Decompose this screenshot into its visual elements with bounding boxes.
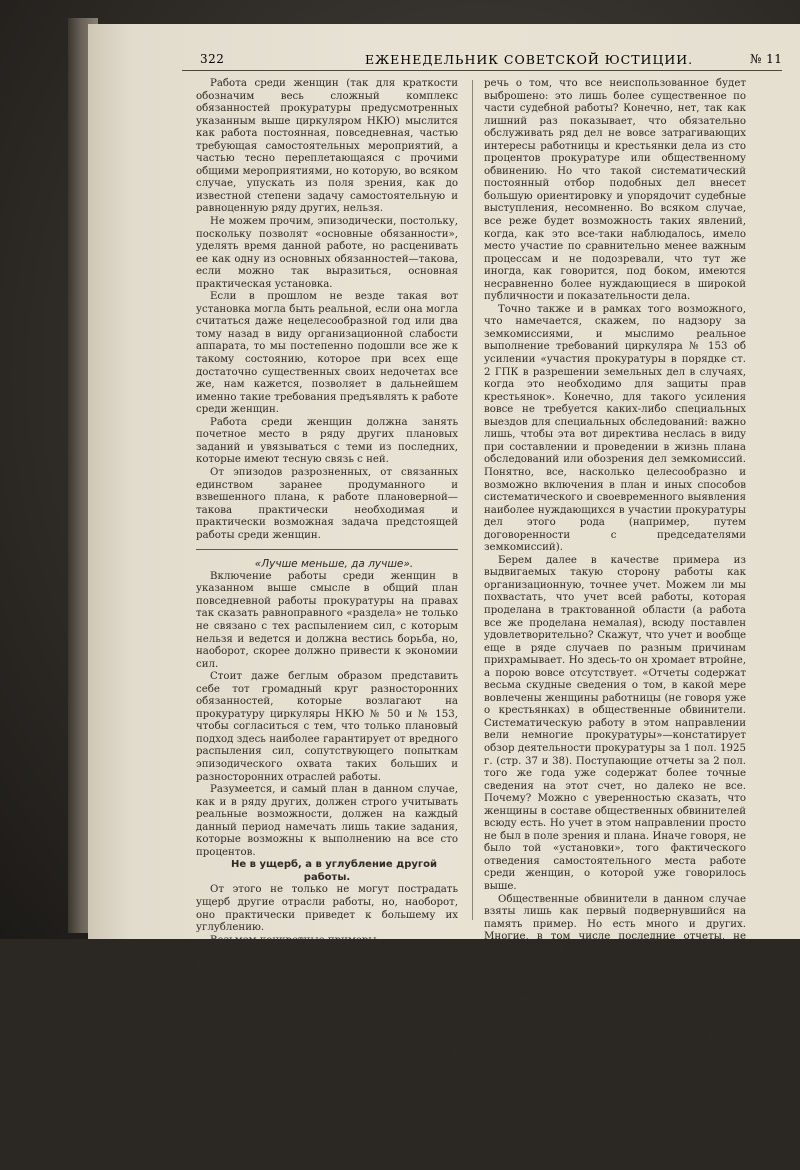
paragraph: Включение работы среди женщин в указанном выше смысле в общий план повседневной работы прокуратуры на правах так сказать равноправного «раздела» не только не связано с тех распылением сил, с которым нельзя и ведется и должна вестись борьба, но, наоборот, скорее должно привести к экономии сил. [196, 570, 458, 670]
column-divider [472, 80, 473, 920]
section-divider [196, 549, 458, 550]
paragraph: От эпизодов разрозненных, от связанных единством заранее продуманного и взвешенного плана, к работе плановерной—такова практически необходимая и практически возможная задача предстоящей работы среди женщин. [196, 466, 458, 541]
paragraph: Стоит даже беглым образом представить себе тот громадный круг разносторонних обязанностей, которые возлагают на прокуратуру циркуляры НКЮ № 50 и № 153, чтобы согласиться с тем, что только плановый подход здесь наиболее гарантирует от вредного распыления сил, сопутствующего попыткам эпизодического охвата таких больших и разносторонних отраслей работы. [196, 671, 458, 783]
paragraph: Речь, скажем, идет о судебной работе. Имеется ряд дел, в наибольшей степени затрагивающих бытовые и хозяйственные интересы работницы или крестьянки, как то: алименты, разделы, жестокое обращение и т. п. Дел, в которых часто так необходимо участие прокурора, общественного обвинителя (в притом из числа передовых работниц) и систематическое выделение, отбор которых в контакте с по договоренности с судебным органом и может и должен составить одну из частей общего плана судебного надзора прокуратуры. И разве может итти [196, 947, 458, 1109]
section-heading: «Лучше меньше, да лучше». [254, 558, 414, 571]
page-header [110, 30, 800, 67]
paragraph: Берем далее в качестве примера из выдвигаемых такую сторону работы как организационную, точнее учет. Можем ли мы похвастать, что учет всей работы, которая проделана в трактованной области (а работа все же проделана немалая), всюду поставлен удовлетворительно? Скажут, что учет и вообще еще в ряде случаев по разным причинам прихрамывает. Но здесь-то он хромает втройне, а порою вовсе отсутствует. «Отчеты содержат весьма скудные сведения о том, в какой мере вовлечены женщины работницы (не говоря уже о крестьянках) в общественные обвинители. Систематическую работу в этом направлении вели немногие прокуратуры»—констатирует обзор деятельности прокуратуры за 1 пол. 1925 г. (стр. 37 и 38). Поступающие отчеты за 2 пол. того же года уже содержат более точные сведения на этот счет, но далеко не все. Почему? Можно с уверенностью сказать, что женщины в составе общественных обвинителей всюду есть. Но учет в этом направлении просто не был в поле зрения и плана. Иначе говоря, не было той «установки», того фактического отведения самостоятельного места работе среди женщин, о которой уже говорилось выше. [484, 554, 746, 892]
paragraph: Разумеется, и самый план в данном случае, как и в ряду других, должен строго учитывать реальные возможности, должен на каждый данный период намечать лишь такие задания, которые возможны к выполнению на все сто процентов. [196, 784, 458, 858]
paragraph: Работа среди женщин (так для краткости обозначим весь сложный комплекс обязанностей прокуратуры предусмотренных указанным выше циркуляром НКЮ) мыслится как работа постоянная, повседневная, частью требующая самостоятельных мероприятий, а частью тесно переплетающаяся с прочими общими мероприятиями, но которую, во всяком случае, упускать из поля зрения, как до известной степени задачу самостоятельную и равноценную ряду других, нельзя. [196, 78, 458, 215]
right-column [484, 78, 746, 1170]
paragraph: Общественные обвинители в данном случае взяты лишь как первый подвернувшийся на память пример. Но есть много и других. Многие, в том числе последние отчеты, не ограничиваясь формами № 8 и 8а (ныне перерабатываемыми), дают ряд дополнительных весьма ценных сведений статистического характера, освещающих различные заслуживающие внимания вопросы. Напр., дается подробнейший анализ жалоб, разбивка их по содержанию, по социальному положению жалобщиков и т. д. Но как крайне редкое исключение и тут встречаются отражения, хотя бы в виде единственной скромной графы, той части жалоб, которая является специфически «женскими» («женских», в условно-ограниченном значении этого слова). Почему? Разве мало было подобных весьма характерных жалоб? Конечно, их было немало. И, надо думать, к ним отнеслись внимательно. А причина та же. То же неумен [484, 893, 746, 1169]
issue-number: № 11 [750, 52, 783, 66]
paragraph: Не можем прочим, эпизодически, постольку, поскольку позволят «основные обязанности», уделять время данной работе, но расценивать ее как одну из основных обязанностей—такова, если можно так выразиться, основная практическая установка. [196, 216, 458, 290]
paragraph: речь о том, что все неиспользованное будет выброшено: это лишь более существенное по части судебной работы? Конечно, нет, так как лишний раз показывает, что обязательно обслуживать ряд дел не вовсе затрагивающих интересы работницы и крестьянки дела из сто процентов прокуратуре или общественному обвинению. Но что такой систематический постоянный отбор подобных дел внесет большую ориентировку и упорядочит судебные выступления, несомненно. Во всяком случае, все реже будет возможность таких явлений, когда, как это все-таки наблюдалось, имело место участие по сравнительно менее важным процессам и не подозревали, что тут же иногда, как говорится, под боком, имеются несравненно более нуждающиеся в широкой публичности и показательности дела. [484, 78, 746, 303]
paragraph: От этого не только не могут пострадать ущерб другие отрасли работы, но, наоборот, оно практически приведет к большему их углублению. [196, 884, 458, 934]
header-rule [182, 70, 782, 71]
paragraph: Возьмем конкретные примеры. [210, 934, 380, 946]
left-column [196, 78, 458, 1110]
paragraph: Работа среди женщин должна занять почетное место в ряду других плановых заданий и увязываться с теми из последних, которые имеют тесную связь с ней. [196, 416, 458, 466]
section-heading: Не в ущерб, а в углубление другой работы. [231, 859, 437, 883]
paragraph: Точно также и в рамках того возможного, что намечается, скажем, по надзору за земкомиссиями, и мыслимо реальное выполнение требований циркуляра № 153 об усилении «участия прокуратуры в порядке ст. 2 ГПК в разрешении земельных дел в случаях, когда это необходимо для защиты прав крестьянок». Конечно, для такого усиления вовсе не требуется каких-либо специальных выездов для специальных обследований: важно лишь, чтобы эта вот директива неслась в виду при составлении и проведении в жизнь плана обследований или обозрения дел земкомиссий. Понятно, все, насколько целесообразно и возможно включения в план и иных способов систематического и своевременного выявления наиболее нуждающихся в участии прокуратуры дел этого рода (например, путем договоренности с председателями земкомиссий). [484, 303, 746, 554]
journal-title: ЕЖЕНЕДЕЛЬНИК СОВЕТСКОЙ ЮСТИЦИИ. [365, 52, 694, 67]
page-number: 322 [200, 52, 225, 66]
paragraph: Если в прошлом не везде такая вот установка могла быть реальной, если она могла считаться даже нецелесообразной год или два тому назад в виду организационной слабости аппарата, то мы постепенно подошли все же к такому состоянию, которое при всех еще достаточно существенных своих недочетах все же, нам кажется, позволяет в дальнейшем именно такие требования предъявлять к работе среди женщин. [196, 291, 458, 416]
